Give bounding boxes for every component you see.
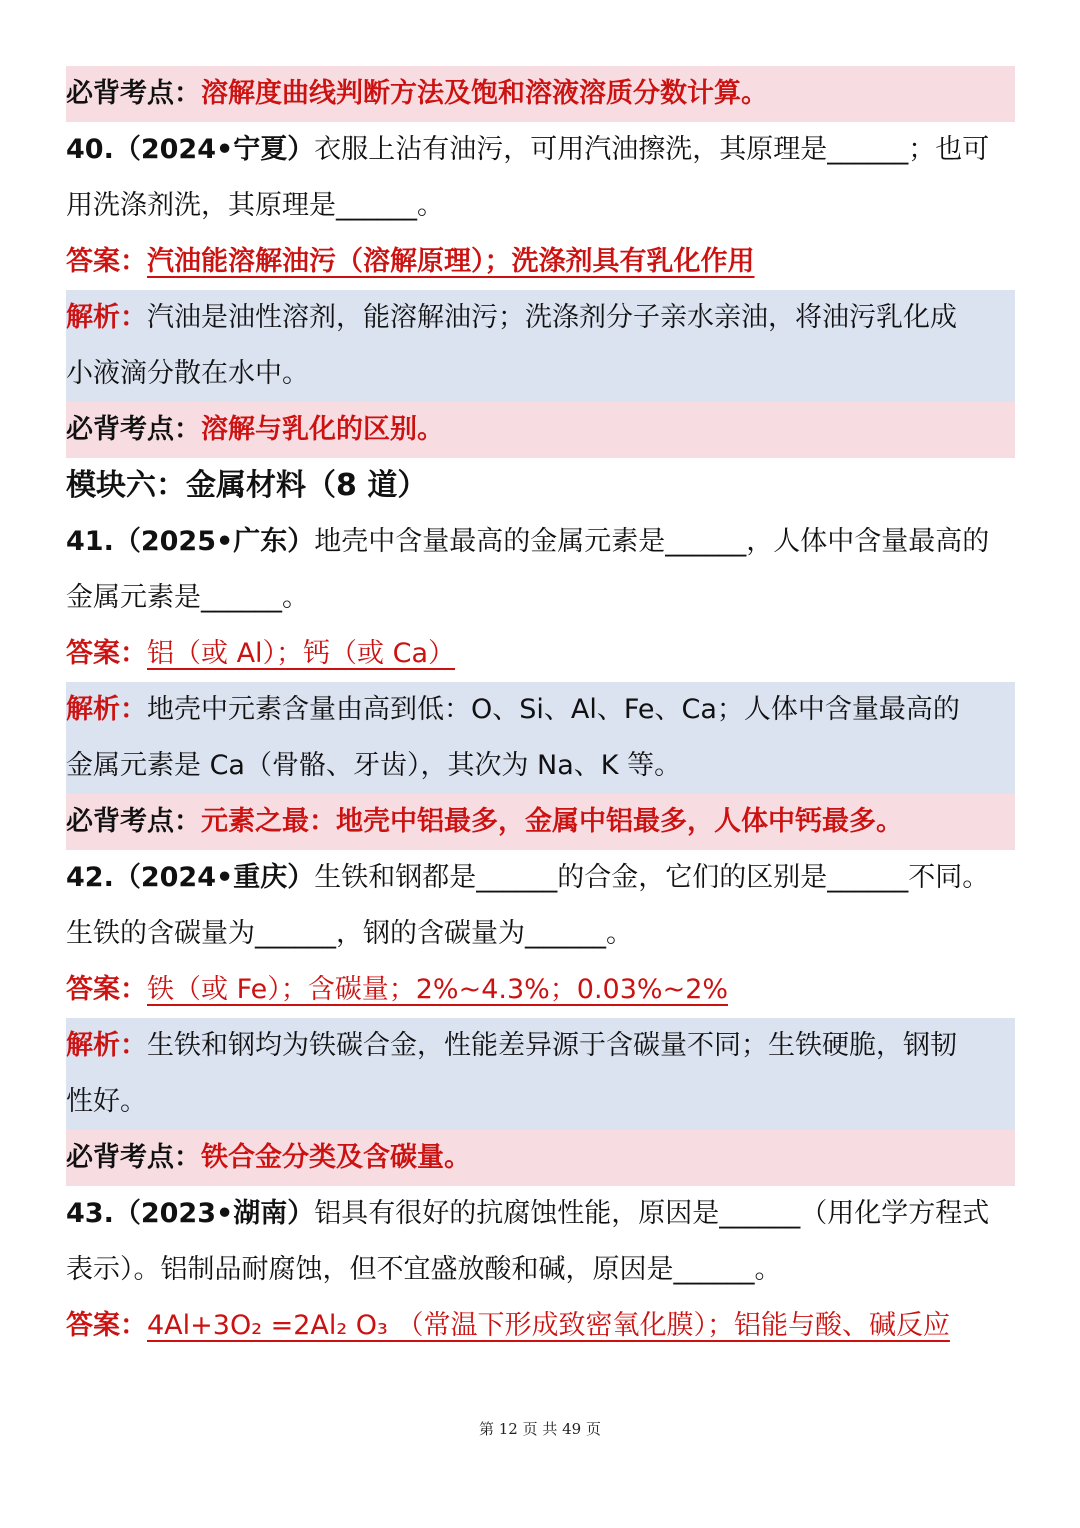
answer-text: 铁（或 Fe）；含碳量；2%~4.3%；0.03%~2% (147, 974, 729, 1005)
answer-text: 汽油能溶解油污（溶解原理）；洗涤剂具有乳化作用 (147, 246, 755, 277)
analysis-text: 生铁和钢均为铁碳合金，性能差异源于含碳量不同；生铁硬脆，钢韧 (147, 1030, 957, 1061)
question-line (66, 570, 1015, 626)
answer-line (66, 626, 1015, 682)
answer-label: 答案： (66, 974, 147, 1005)
module-title: 模块六：金属材料（8 道） (66, 468, 428, 503)
analysis-text: 金属元素是 Ca（骨骼、牙齿），其次为 Na、K 等。 (66, 750, 682, 781)
question-number: 43.（2023•湖南） (66, 1198, 315, 1229)
analysis-line (66, 290, 1015, 346)
question-line (66, 850, 1015, 906)
key-point-text: 元素之最：地壳中铝最多，金属中铝最多，人体中钙最多。 (201, 806, 903, 837)
question-line (66, 1186, 1015, 1242)
key-point-line (66, 402, 1015, 458)
question-text: 生铁的含碳量为______，钢的含碳量为______。 (66, 918, 633, 949)
analysis-line (66, 346, 1015, 402)
key-point-label: 必背考点： (66, 806, 201, 837)
question-number: 40.（2024•宁夏） (66, 134, 315, 165)
answer-text: 铝（或 Al）；钙（或 Ca） (147, 638, 456, 669)
analysis-label: 解析： (66, 302, 147, 333)
document-body (66, 66, 1015, 1354)
question-text: 地壳中含量最高的金属元素是______，人体中含量最高的 (314, 526, 990, 557)
analysis-line (66, 738, 1015, 794)
question-text: 衣服上沾有油污，可用汽油擦洗，其原理是______；也可 (314, 134, 990, 165)
analysis-line (66, 1018, 1015, 1074)
question-line (66, 514, 1015, 570)
answer-line (66, 962, 1015, 1018)
question-line (66, 1242, 1015, 1298)
answer-line (66, 234, 1015, 290)
answer-label: 答案： (66, 638, 147, 669)
key-point-label: 必背考点： (66, 1142, 201, 1173)
question-text: 金属元素是______。 (66, 582, 309, 613)
question-line (66, 122, 1015, 178)
module-heading (66, 458, 1015, 514)
analysis-line (66, 1074, 1015, 1130)
answer-text: 4Al+3O₂ =2Al₂ O₃ （常温下形成致密氧化膜）；铝能与酸、碱反应 (147, 1310, 950, 1341)
key-point-text: 铁合金分类及含碳量。 (201, 1142, 471, 1173)
question-line (66, 178, 1015, 234)
analysis-label: 解析： (66, 694, 147, 725)
key-point-line (66, 1130, 1015, 1186)
analysis-label: 解析： (66, 1030, 147, 1061)
key-point-line (66, 794, 1015, 850)
question-text: 表示）。铝制品耐腐蚀，但不宜盛放酸和碱，原因是______。 (66, 1254, 782, 1285)
question-number: 41.（2025•广东） (66, 526, 315, 557)
answer-label: 答案： (66, 1310, 147, 1341)
analysis-line (66, 682, 1015, 738)
answer-label: 答案： (66, 246, 147, 277)
answer-line (66, 1298, 1015, 1354)
analysis-text: 小液滴分散在水中。 (66, 358, 309, 389)
key-point-line (66, 66, 1015, 122)
key-point-text: 溶解与乳化的区别。 (201, 414, 444, 445)
question-text: 用洗涤剂洗，其原理是______。 (66, 190, 444, 221)
key-point-label: 必背考点： (66, 78, 201, 109)
question-text: 生铁和钢都是______的合金，它们的区别是______不同。 (314, 862, 990, 893)
analysis-text: 性好。 (66, 1086, 147, 1117)
key-point-label: 必背考点： (66, 414, 201, 445)
key-point-text: 溶解度曲线判断方法及饱和溶液溶质分数计算。 (201, 78, 768, 109)
analysis-text: 地壳中元素含量由高到低：O、Si、Al、Fe、Ca；人体中含量最高的 (147, 694, 960, 725)
page-footer: 第 12 页 共 49 页 (478, 1420, 601, 1438)
question-line (66, 906, 1015, 962)
analysis-text: 汽油是油性溶剂，能溶解油污；洗涤剂分子亲水亲油，将油污乳化成 (147, 302, 957, 333)
question-text: 铝具有很好的抗腐蚀性能，原因是______（用化学方程式 (314, 1198, 990, 1229)
question-number: 42.（2024•重庆） (66, 862, 315, 893)
